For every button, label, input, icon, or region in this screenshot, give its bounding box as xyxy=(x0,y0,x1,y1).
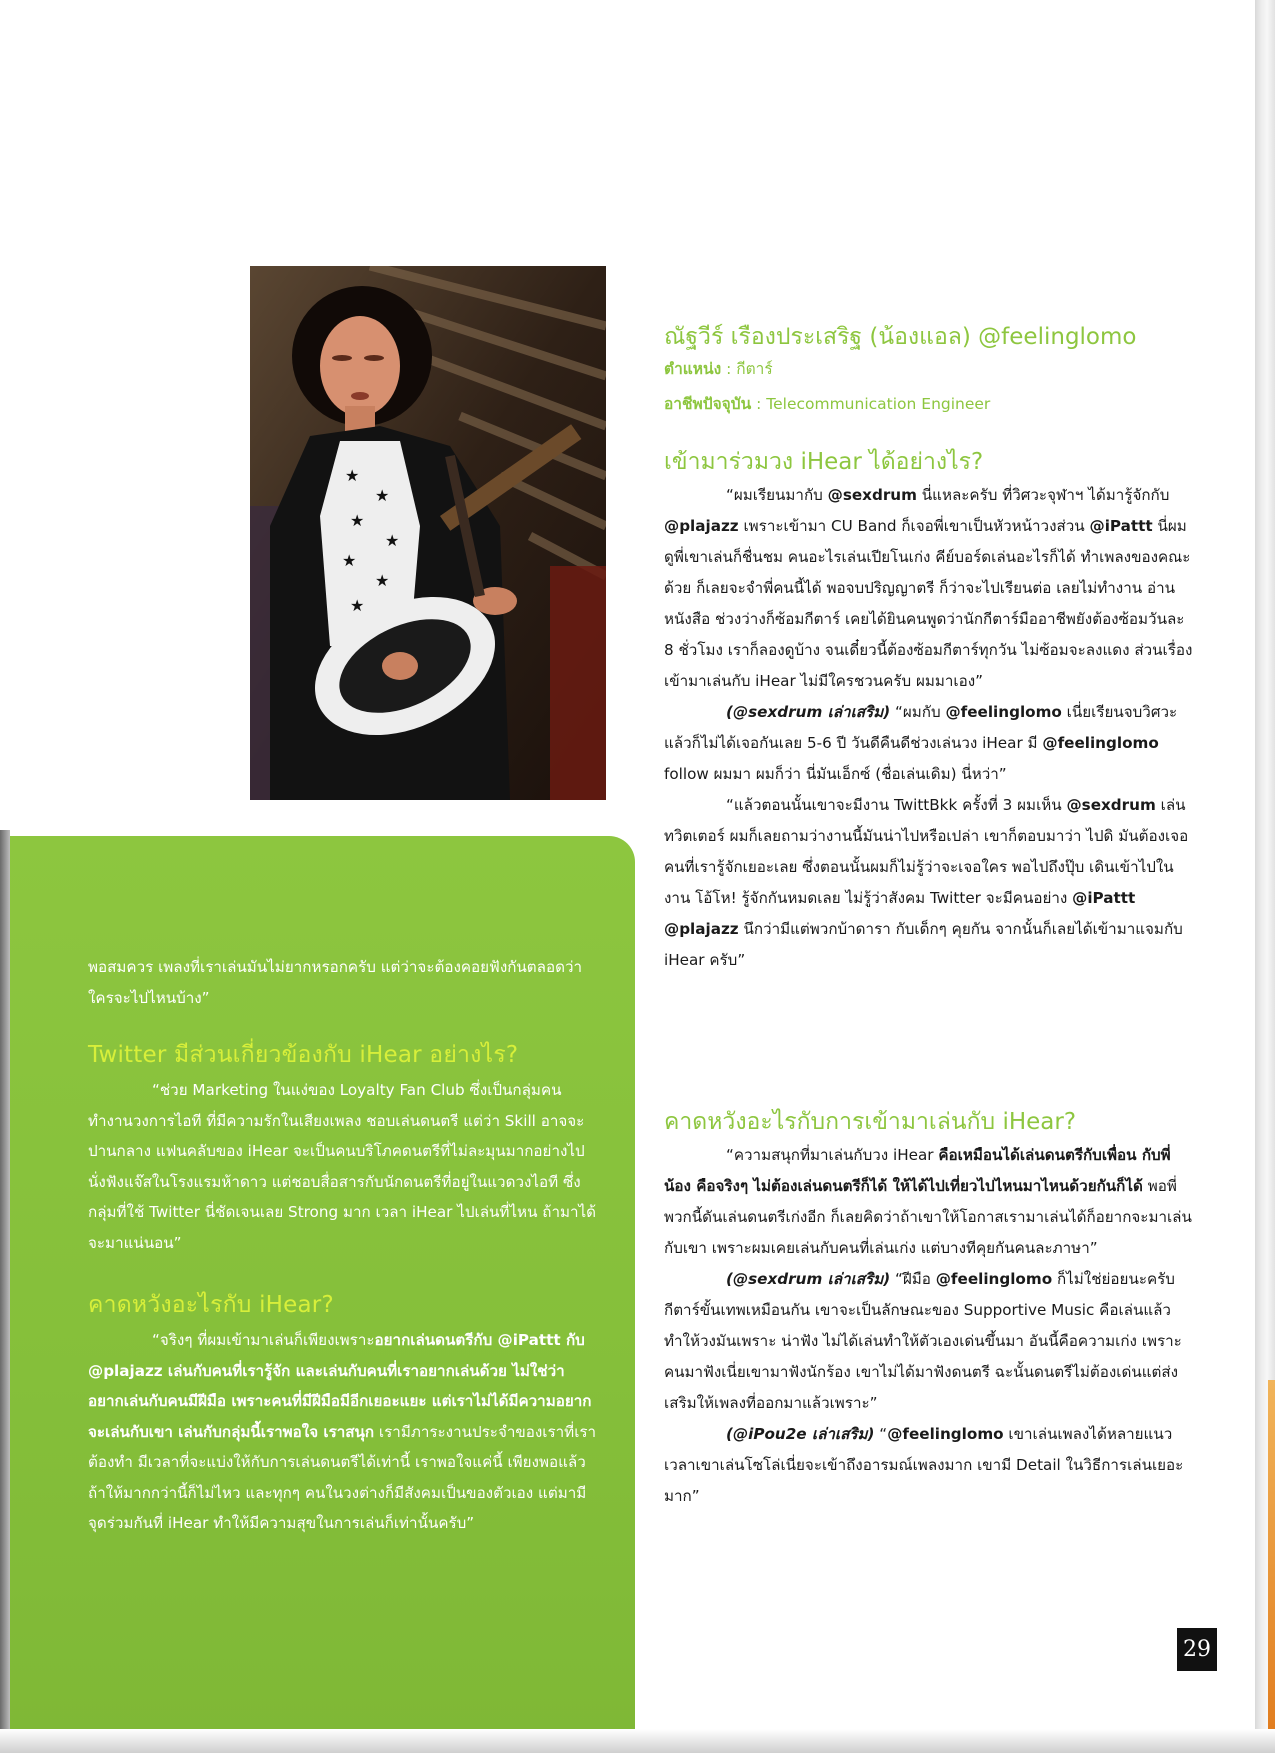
p2-e: เนี่ยเรียนจบวิศวะแล้วก็ไม่ได้เจอกันเลย 5-6 ปี วันดีคืนดีช่วงเล่นวง iHear มี xyxy=(664,703,1178,752)
p3-a: “แล้วตอนนั้นเขาจะมีงาน TwittBkk ครั้งที่ 3 ผมเห็น xyxy=(726,796,1067,814)
svg-text:★: ★ xyxy=(385,531,400,550)
position-label: ตำแหน่ง xyxy=(664,360,722,378)
heading-expectation: คาดหวังอะไรกับการเข้ามาเล่นกับ iHear? xyxy=(664,1109,1077,1135)
occupation-value: Telecommunication Engineer xyxy=(766,395,991,413)
p1-a: “ผมเรียนมากับ xyxy=(726,486,828,504)
svg-text:★: ★ xyxy=(375,571,390,590)
p2-b: เล่าเสริม) xyxy=(827,703,891,721)
green-paragraph-expect-text xyxy=(88,1325,598,1539)
page-number: 29 xyxy=(1177,1628,1217,1671)
p3-c: เล่นทวิตเตอร์ ผมก็เลยถามว่างานนี้มันน่าไปหรือเปล่า เขาก็ตอบมาว่า ไปดิ มันต้องเจอคนที่เรารู้จักเยอะเลย ซึ่งตอนนั้นผมก็ไม่รู้ว่าจะเจอใคร พอไปถึงปุ๊บ เดินเข้าไปในงาน โอ้โห! รู้จักกันหมดเลย ไม่รู้ว่าสังคม Twitter จะมีคนอย่าง xyxy=(664,796,1189,907)
green-intro-text: พอสมควร เพลงที่เราเล่นมันไม่ยากหรอกครับ แต่ว่าจะต้องคอยฟังกันตลอดว่าใครจะไปไหนบ้าง” xyxy=(88,958,583,1007)
green-p2-a: “จริงๆ ที่ผมเข้ามาเล่นก็เพียงเพราะ xyxy=(152,1331,375,1349)
p6-d: @feelinglomo xyxy=(887,1425,1004,1443)
p6-a: (@iPou2e xyxy=(726,1425,812,1443)
svg-text:★: ★ xyxy=(375,486,390,505)
p1-d: @plajazz xyxy=(664,517,739,535)
p5-b: เล่าเสริม) xyxy=(827,1270,891,1288)
green-p2-b: อยากเล่นดนตรีกับ @iPattt กับ @plajazz เล่นกับคนที่เรารู้จัก และเล่นกับคนที่เราอยากเล่นด้วย ไม่ใช่ว่าอยากเล่นกับคนมีฝีมือ เพราะคนที่มีฝีมือมีอีกเยอะแยะ แต่เราไม่ได้มีความอยากจะเล่นกับเขา เล่นกับกลุ่มนี้เราพอใจ เราสนุก xyxy=(88,1331,592,1441)
page-edge-tab xyxy=(1268,1380,1275,1753)
svg-text:★: ★ xyxy=(345,466,360,485)
paragraph-4 xyxy=(664,1140,1194,1264)
svg-text:★: ★ xyxy=(342,551,357,570)
heading-join-band: เข้ามาร่วมวง iHear ได้อย่างไร? xyxy=(664,449,984,475)
p1-e: เพราะเข้ามา CU Band ก็เจอพี่เขาเป็นหัวหน้าวงส่วน xyxy=(738,517,1090,535)
p2-a: (@sexdrum xyxy=(726,703,828,721)
p2-g: follow ผมมา ผมก็ว่า นี่มันเอ็กซ์ (ชื่อเล่นเดิม) นี่หว่า” xyxy=(664,765,1007,783)
p5-d: @feelinglomo xyxy=(935,1270,1053,1288)
green-paragraph-twitter-text: “ช่วย Marketing ในแง่ของ Loyalty Fan Club ซึ่งเป็นกลุ่มคนทำงานวงการไอที ที่มีความรักในเสียงเพลง ชอบเล่นดนตรี แต่ว่า Skill อาจจะปานกลาง แฟนคลับของ iHear จะเป็นคนบริโภคดนตรีที่ไม่ละมุนมากอย่างไปนั่งฟังแจ๊สในโรงแรมห้าดาว แต่ชอบสื่อสารกับนักดนตรีที่อยู่ในแวดวงไอที ซึ่งกลุ่มที่ใช้ Twitter นี่ชัดเจนเลย Strong มาก เวลา iHear ไปเล่นที่ไหน ถ้ามาได้จะมาแน่นอน” xyxy=(88,1081,597,1252)
p4-c: พอพี่พวกนี้ดันเล่นดนตรีเก่งอีก ก็เลยคิดว่าถ้าเขาให้โอกาสเรามาเล่นได้ก็อยากจะมาเล่นกับเขา เพราะผมเคยเล่นกับคนที่เล่นเก่ง แต่บางทีคุยกันคนละภาษา” xyxy=(664,1177,1192,1257)
green-heading-expect: คาดหวังอะไรกับ iHear? xyxy=(88,1292,334,1318)
guitarist-photo xyxy=(250,266,606,800)
paragraph-5 xyxy=(664,1264,1194,1419)
p6-c: “ xyxy=(874,1425,888,1443)
p6-b: เล่าเสริม) xyxy=(811,1425,875,1443)
green-p2-c: เรามีภาระงานประจำของเราที่เราต้องทำ มีเวลาที่จะแบ่งให้กับการเล่นดนตรีได้เท่านี้ เราพอใจแค่นี้ เพียงพอแล้ว ถ้าให้มากกว่านี้ก็ไม่ไหว และทุกๆ คนในวงต่างก็มีสังคมเป็นของตัวเอง แต่มามีจุดร่วมกันที่ iHear ทำให้มีความสุขในการเล่นก็เท่านั้นครับ” xyxy=(88,1422,597,1532)
paragraph-2 xyxy=(664,697,1194,790)
p3-e: นึกว่ามีแต่พวกบ้าดารา กับเด็กๆ คุยกัน จากนั้นก็เลยได้เข้ามาแจมกับ iHear ครับ” xyxy=(664,920,1183,969)
p2-c: “ผมกับ xyxy=(890,703,946,721)
article-body-2 xyxy=(664,1140,1194,1512)
p5-c: “ฝีมือ xyxy=(890,1270,936,1288)
bottom-scan-shadow xyxy=(0,1729,1275,1753)
green-heading-twitter: Twitter มีส่วนเกี่ยวข้องกับ iHear อย่างไร? xyxy=(88,1042,519,1068)
article-body-1 xyxy=(664,480,1194,976)
p3-b: @sexdrum xyxy=(1066,796,1156,814)
paragraph-6 xyxy=(664,1419,1194,1512)
p1-g: นี่ผมดูพี่เขาเล่นก็ชื่นชม คนอะไรเล่นเปียโนเก่ง คีย์บอร์ดเล่นอะไรก็ได้ ทำเพลงของคณะด้วย ก็เลยจะจำพี่คนนี้ได้ พอจบปริญญาตรี ก็ว่าจะไปเรียนต่อ เลยไม่ทำงาน อ่านหนังสือ ช่วงว่างก็ซ้อมกีตาร์ เคยได้ยินคนพูดว่านักกีตาร์มืออาชีพยังต้องซ้อมวันละ 8 ชั่วโมง เราก็ลองดูบ้าง จนเดี๋ยวนี้ต้องซ้อมกีตาร์ทุกวัน ไม่ซ้อมจะลงแดง ส่วนเรื่องเข้ามาเล่นกับ iHear ไม่มีใครชวนครับ ผมมาเอง” xyxy=(664,517,1193,690)
svg-text:★: ★ xyxy=(350,511,365,530)
p4-a: “ความสนุกที่มาเล่นกับวง iHear xyxy=(726,1146,939,1164)
green-paragraph-twitter xyxy=(88,1075,598,1258)
profile-occupation-line: อาชีพปัจจุบัน : Telecommunication Engineer xyxy=(664,395,991,413)
profile-name: ณัฐวีร์ เรืองประเสริฐ (น้องแอล) @feelinglomo xyxy=(664,324,1137,350)
profile-position-line: ตำแหน่ง : กีตาร์ xyxy=(664,360,773,378)
p1-c: นี่แหละครับ ที่วิศวะจุฬาฯ ได้มารู้จักกับ xyxy=(916,486,1170,504)
p2-f: @feelinglomo xyxy=(1042,734,1159,752)
p5-a: (@sexdrum xyxy=(726,1270,828,1288)
green-paragraph-expect xyxy=(88,1325,598,1539)
p5-e: ก็ไม่ใช่ย่อยนะครับ กีตาร์ขั้นเทพเหมือนกัน เขาจะเป็นลักษณะของ Supportive Music คือเล่นแล้วทำให้วงมันเพราะ น่าฟัง ไม่ได้เล่นทำให้ตัวเองเด่นขึ้นมา อันนี้คือความเก่ง เพราะคนมาฟังเนี่ยเขามาฟังนักร้อง เขาไม่ได้มาฟังดนตรี ฉะนั้นดนตรีไม่ต้องเด่นแต่ส่งเสริมให้เพลงที่ออกมาแล้วเพราะ” xyxy=(664,1270,1182,1412)
p4-b: คือเหมือนได้เล่นดนตรีกับเพื่อน กับพี่น้อง คือจริงๆ ไม่ต้องเล่นดนตรีก็ได้ ให้ได้ไปเที่ยวไปไหนมาไหนด้วยกันก็ได้ xyxy=(664,1146,1171,1195)
paragraph-1 xyxy=(664,480,1194,697)
left-binding-shadow xyxy=(0,830,10,1753)
guitarist-illustration xyxy=(250,266,606,800)
p3-d: @iPattt @plajazz xyxy=(664,889,1136,938)
paragraph-3 xyxy=(664,790,1194,976)
p1-f: @iPattt xyxy=(1089,517,1153,535)
svg-text:★: ★ xyxy=(350,596,365,615)
occupation-label: อาชีพปัจจุบัน xyxy=(664,395,752,413)
p6-e: เขาเล่นเพลงได้หลายแนว เวลาเขาเล่นโซโล่เนี่ยจะเข้าถึงอารมณ์เพลงมาก เขามี Detail ในวิธีการเล่นเยอะมาก” xyxy=(664,1425,1184,1505)
p2-d: @feelinglomo xyxy=(945,703,1062,721)
position-value: กีตาร์ xyxy=(736,360,773,378)
p1-b: @sexdrum xyxy=(827,486,917,504)
